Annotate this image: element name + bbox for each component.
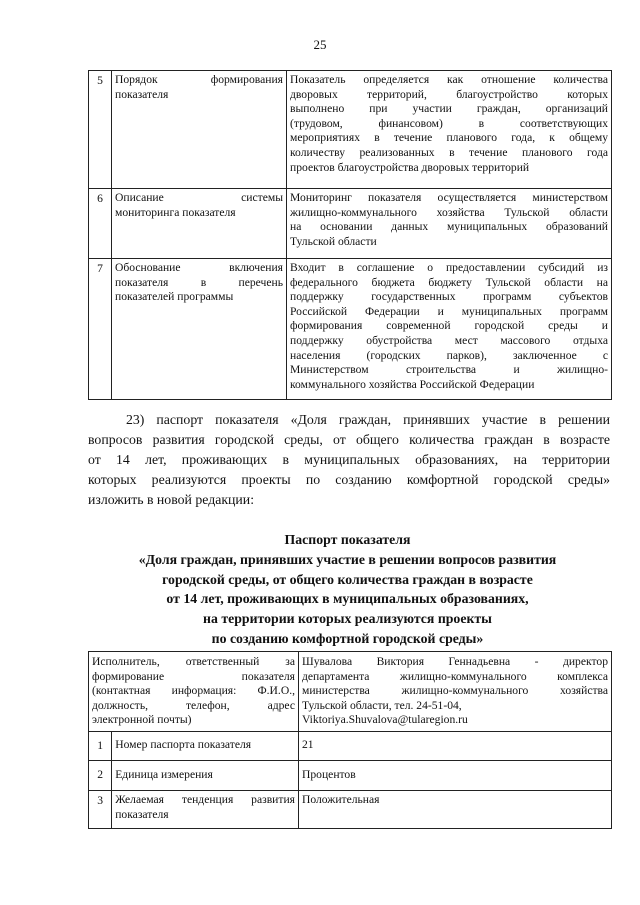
row-label (112, 791, 299, 829)
row-label (112, 189, 287, 259)
table-row (89, 259, 612, 400)
row-value: Процентов (299, 761, 612, 791)
paragraph-line: от 14 лет, проживающих в муниципальных образованиях, на территории (88, 452, 610, 467)
content-line: выполнено при участии граждан, организаций (290, 102, 608, 116)
table-row (89, 652, 612, 732)
label-line: показателя (115, 807, 169, 821)
amendment-paragraph (88, 410, 610, 510)
content-line: Министерством строительства и жилищно- (290, 363, 608, 377)
passport-title (80, 530, 615, 649)
table-row (89, 791, 612, 829)
label-line: Порядок формирования (115, 73, 283, 86)
label-line: мониторинга показателя (115, 205, 236, 219)
label-line: должность, телефон, адрес (92, 698, 295, 712)
content-line: федерального бюджета бюджету Тульской области на (290, 275, 608, 289)
title-line: городской среды, от общего количества граждан в возрасте (162, 571, 533, 587)
content-line: проектов благоустройства дворовых территорий (290, 160, 530, 174)
page-number: 25 (313, 37, 327, 52)
content-line: поддержку государственных программ субъектов (290, 290, 608, 304)
title-line: «Доля граждан, принявших участие в решении вопросов развития (138, 551, 557, 567)
paragraph-line: вопросов развития городской среды, от общего количества граждан в возрасте (88, 432, 610, 447)
content-line: министерства жилищно-коммунального хозяйства (302, 684, 608, 698)
content-line: на основании данных муниципальных образований (290, 220, 608, 234)
content-line: мероприятиях в течение планового года, к общему (290, 131, 608, 145)
row-label (112, 259, 287, 400)
table-row (89, 761, 612, 791)
content-line: дворовых территорий, благоустройство которых (290, 87, 608, 101)
row-label: Единица измерения (112, 761, 299, 791)
row-value: Положительная (299, 791, 612, 829)
label-line: электронной почты) (92, 713, 192, 727)
content-line: Шувалова Виктория Геннадьевна - директор (302, 655, 608, 668)
executor-label (89, 652, 299, 732)
paragraph-line: изложить в новой редакции: (88, 492, 255, 507)
content-line: Тульской области, тел. 24-51-04, (302, 698, 462, 712)
label-line: Описание системы (115, 191, 283, 204)
row-number: 2 (89, 761, 112, 791)
row-content (287, 259, 612, 400)
title-line: на территории которых реализуются проекты (203, 611, 492, 627)
executor-contact (299, 652, 612, 732)
content-line: количеству реализованных в течение планового года (290, 145, 608, 159)
label-line: показателя (115, 87, 169, 101)
paragraph-line: 23) паспорт показателя «Доля граждан, принявших участие в решении (126, 412, 610, 427)
label-line: (контактная информация: Ф.И.О., (92, 684, 295, 698)
label-line: показателей программы (115, 290, 234, 304)
row-value: 21 (299, 732, 612, 761)
paragraph-line: которых реализуются проекты по созданию комфортной городской среды» (88, 472, 610, 487)
content-line: департамента жилищно-коммунального комплекса (302, 669, 608, 683)
row-number: 5 (89, 71, 112, 189)
content-line: Показатель определяется как отношение количества (290, 73, 608, 86)
label-line: формирование показателя (92, 669, 295, 683)
title-line: по созданию комфортной городской среды» (211, 630, 484, 646)
indicator-table-top (88, 70, 612, 400)
row-number: 6 (89, 189, 112, 259)
content-line: Российской Федерации и муниципальных программ (290, 304, 608, 318)
table-row (89, 732, 612, 761)
label-line: Обоснование включения (115, 261, 283, 274)
row-label (112, 71, 287, 189)
label-line: Исполнитель, ответственный за (92, 655, 295, 668)
row-number: 3 (89, 791, 112, 829)
content-line: коммунального хозяйства Российской Федерации (290, 377, 535, 391)
content-line: формирования современной городской среды и (290, 319, 608, 333)
table-row (89, 71, 612, 189)
content-line: жилищно-коммунального хозяйства Тульской области (290, 205, 608, 219)
row-number: 7 (89, 259, 112, 400)
content-line: Viktoriya.Shuvalova@tularegion.ru (302, 713, 468, 727)
content-line: поддержку обустройства мест массового отдыха (290, 333, 608, 347)
label-line: Желаемая тенденция развития (115, 793, 295, 806)
row-content (287, 189, 612, 259)
label-line: показателя в перечень (115, 275, 283, 289)
indicator-passport-table (88, 651, 612, 829)
content-line: Входит в соглашение о предоставлении субсидий из (290, 261, 608, 274)
content-line: Мониторинг показателя осуществляется министерством (290, 191, 608, 204)
title-line: Паспорт показателя (284, 532, 411, 547)
row-number: 1 (89, 732, 112, 761)
content-line: (трудовом, финансовом) в соответствующих (290, 116, 608, 130)
row-content (287, 71, 612, 189)
content-line: Тульской области (290, 234, 377, 248)
table-row (89, 189, 612, 259)
row-label: Номер паспорта показателя (112, 732, 299, 761)
content-line: населения (городских парков), заключенное с (290, 348, 608, 362)
title-line: от 14 лет, проживающих в муниципальных образованиях, (166, 591, 529, 607)
